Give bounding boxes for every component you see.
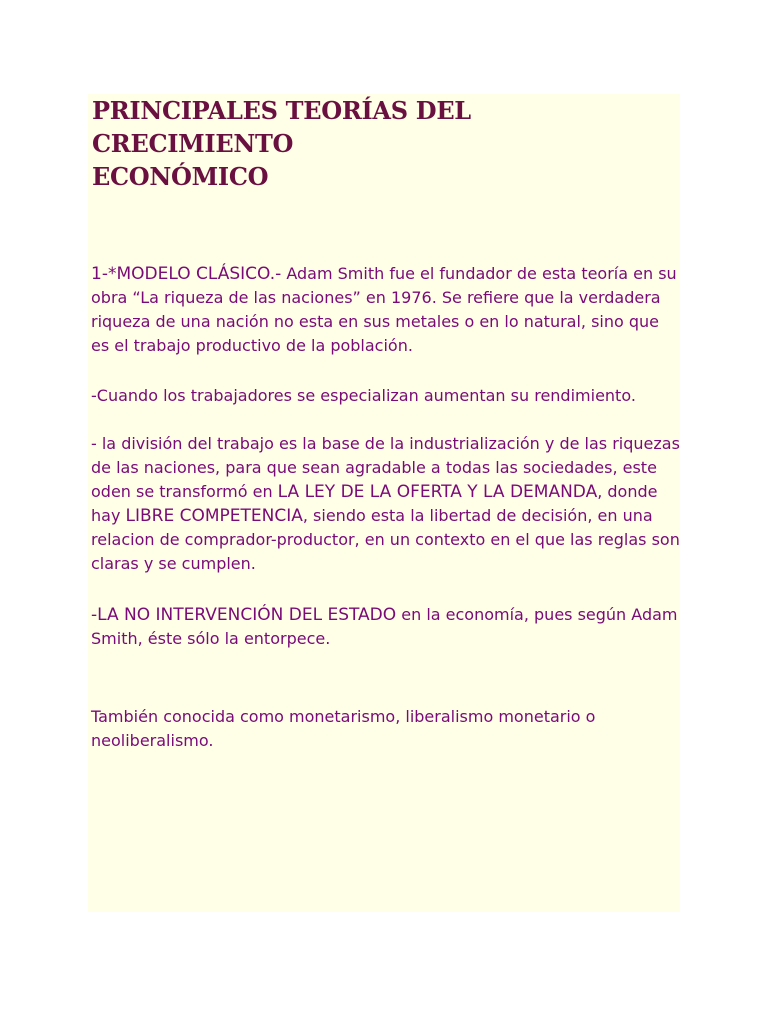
paragraph-division-trabajo [91, 432, 681, 576]
document-page [88, 94, 680, 912]
paragraph-monetarismo [91, 705, 681, 753]
no-intervencion-heading: -LA NO INTERVENCIÓN DEL ESTADO [91, 605, 397, 625]
paragraph-especializacion [91, 384, 681, 408]
especializacion-text: -Cuando los trabajadores se especializan aumentan su rendimiento. [91, 386, 636, 405]
modelo-clasico-heading: 1-*MODELO CLÁSICO.- [91, 264, 282, 284]
no-intervencion-text: en la economía, pues según Adam Smith, éste sólo la entorpece. [91, 605, 678, 648]
title-line-1: PRINCIPALES TEORÍAS DEL CRECIMIENTO [92, 96, 471, 158]
division-trabajo-text-a: - la división del trabajo es la base de la industrialización y de las riquezas de las naciones, para que sean agradable a todas las sociedades, este oden se transformó en [91, 434, 680, 501]
division-trabajo-text-e: , siendo esta la libertad de decisión, en una relacion de comprador-productor, en un contexto en el que las reglas son claras y se cumplen. [91, 506, 680, 573]
paragraph-modelo-clasico [91, 262, 681, 358]
libre-competencia: LIBRE COMPETENCIA [125, 506, 303, 526]
modelo-clasico-text: Adam Smith fue el fundador de esta teoría en su obra “La riqueza de las naciones” en 1976. Se refiere que la verdadera riqueza de una nación no esta en sus metales o en lo natural, sino que es el trabajo productivo de la población. [91, 264, 677, 355]
division-trabajo-text-c: , donde hay [91, 482, 658, 525]
monetarismo-text: También conocida como monetarismo, liberalismo monetario o neoliberalismo. [91, 707, 596, 750]
title-line-2: ECONÓMICO [92, 162, 269, 191]
paragraph-no-intervencion [91, 603, 681, 651]
document-title [92, 94, 672, 193]
ley-oferta-demanda: LA LEY DE LA OFERTA Y LA DEMANDA [277, 482, 598, 502]
